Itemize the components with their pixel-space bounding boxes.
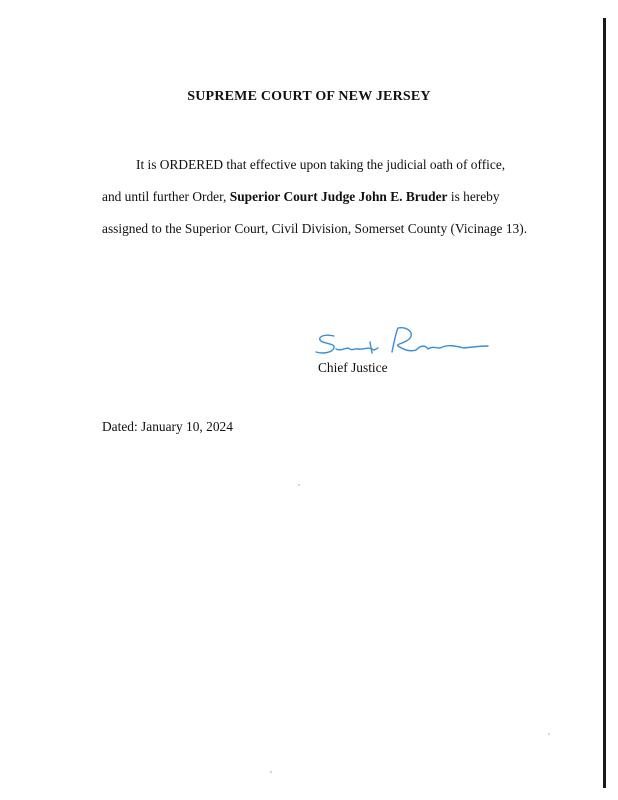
order-line-2-start: and until further Order,: [102, 189, 230, 204]
order-line-2-end: is hereby: [447, 189, 500, 204]
order-line-2: [102, 189, 500, 205]
order-line-3: assigned to the Superior Court, Civil Division, Somerset County (Vicinage 13).: [102, 221, 528, 236]
order-line-1: It is ORDERED that effective upon taking the judicial oath of office,: [136, 157, 506, 172]
court-heading: SUPREME COURT OF NEW JERSEY: [187, 89, 431, 104]
chief-justice-signature: [312, 322, 492, 362]
scan-speck: [548, 733, 550, 735]
scan-border-line: [603, 18, 606, 788]
dated-line: Dated: January 10, 2024: [102, 419, 233, 434]
scan-speck: [298, 484, 300, 486]
signature-title: Chief Justice: [318, 360, 388, 375]
scan-speck: [270, 771, 272, 773]
judge-name: Superior Court Judge John E. Bruder: [229, 189, 448, 204]
